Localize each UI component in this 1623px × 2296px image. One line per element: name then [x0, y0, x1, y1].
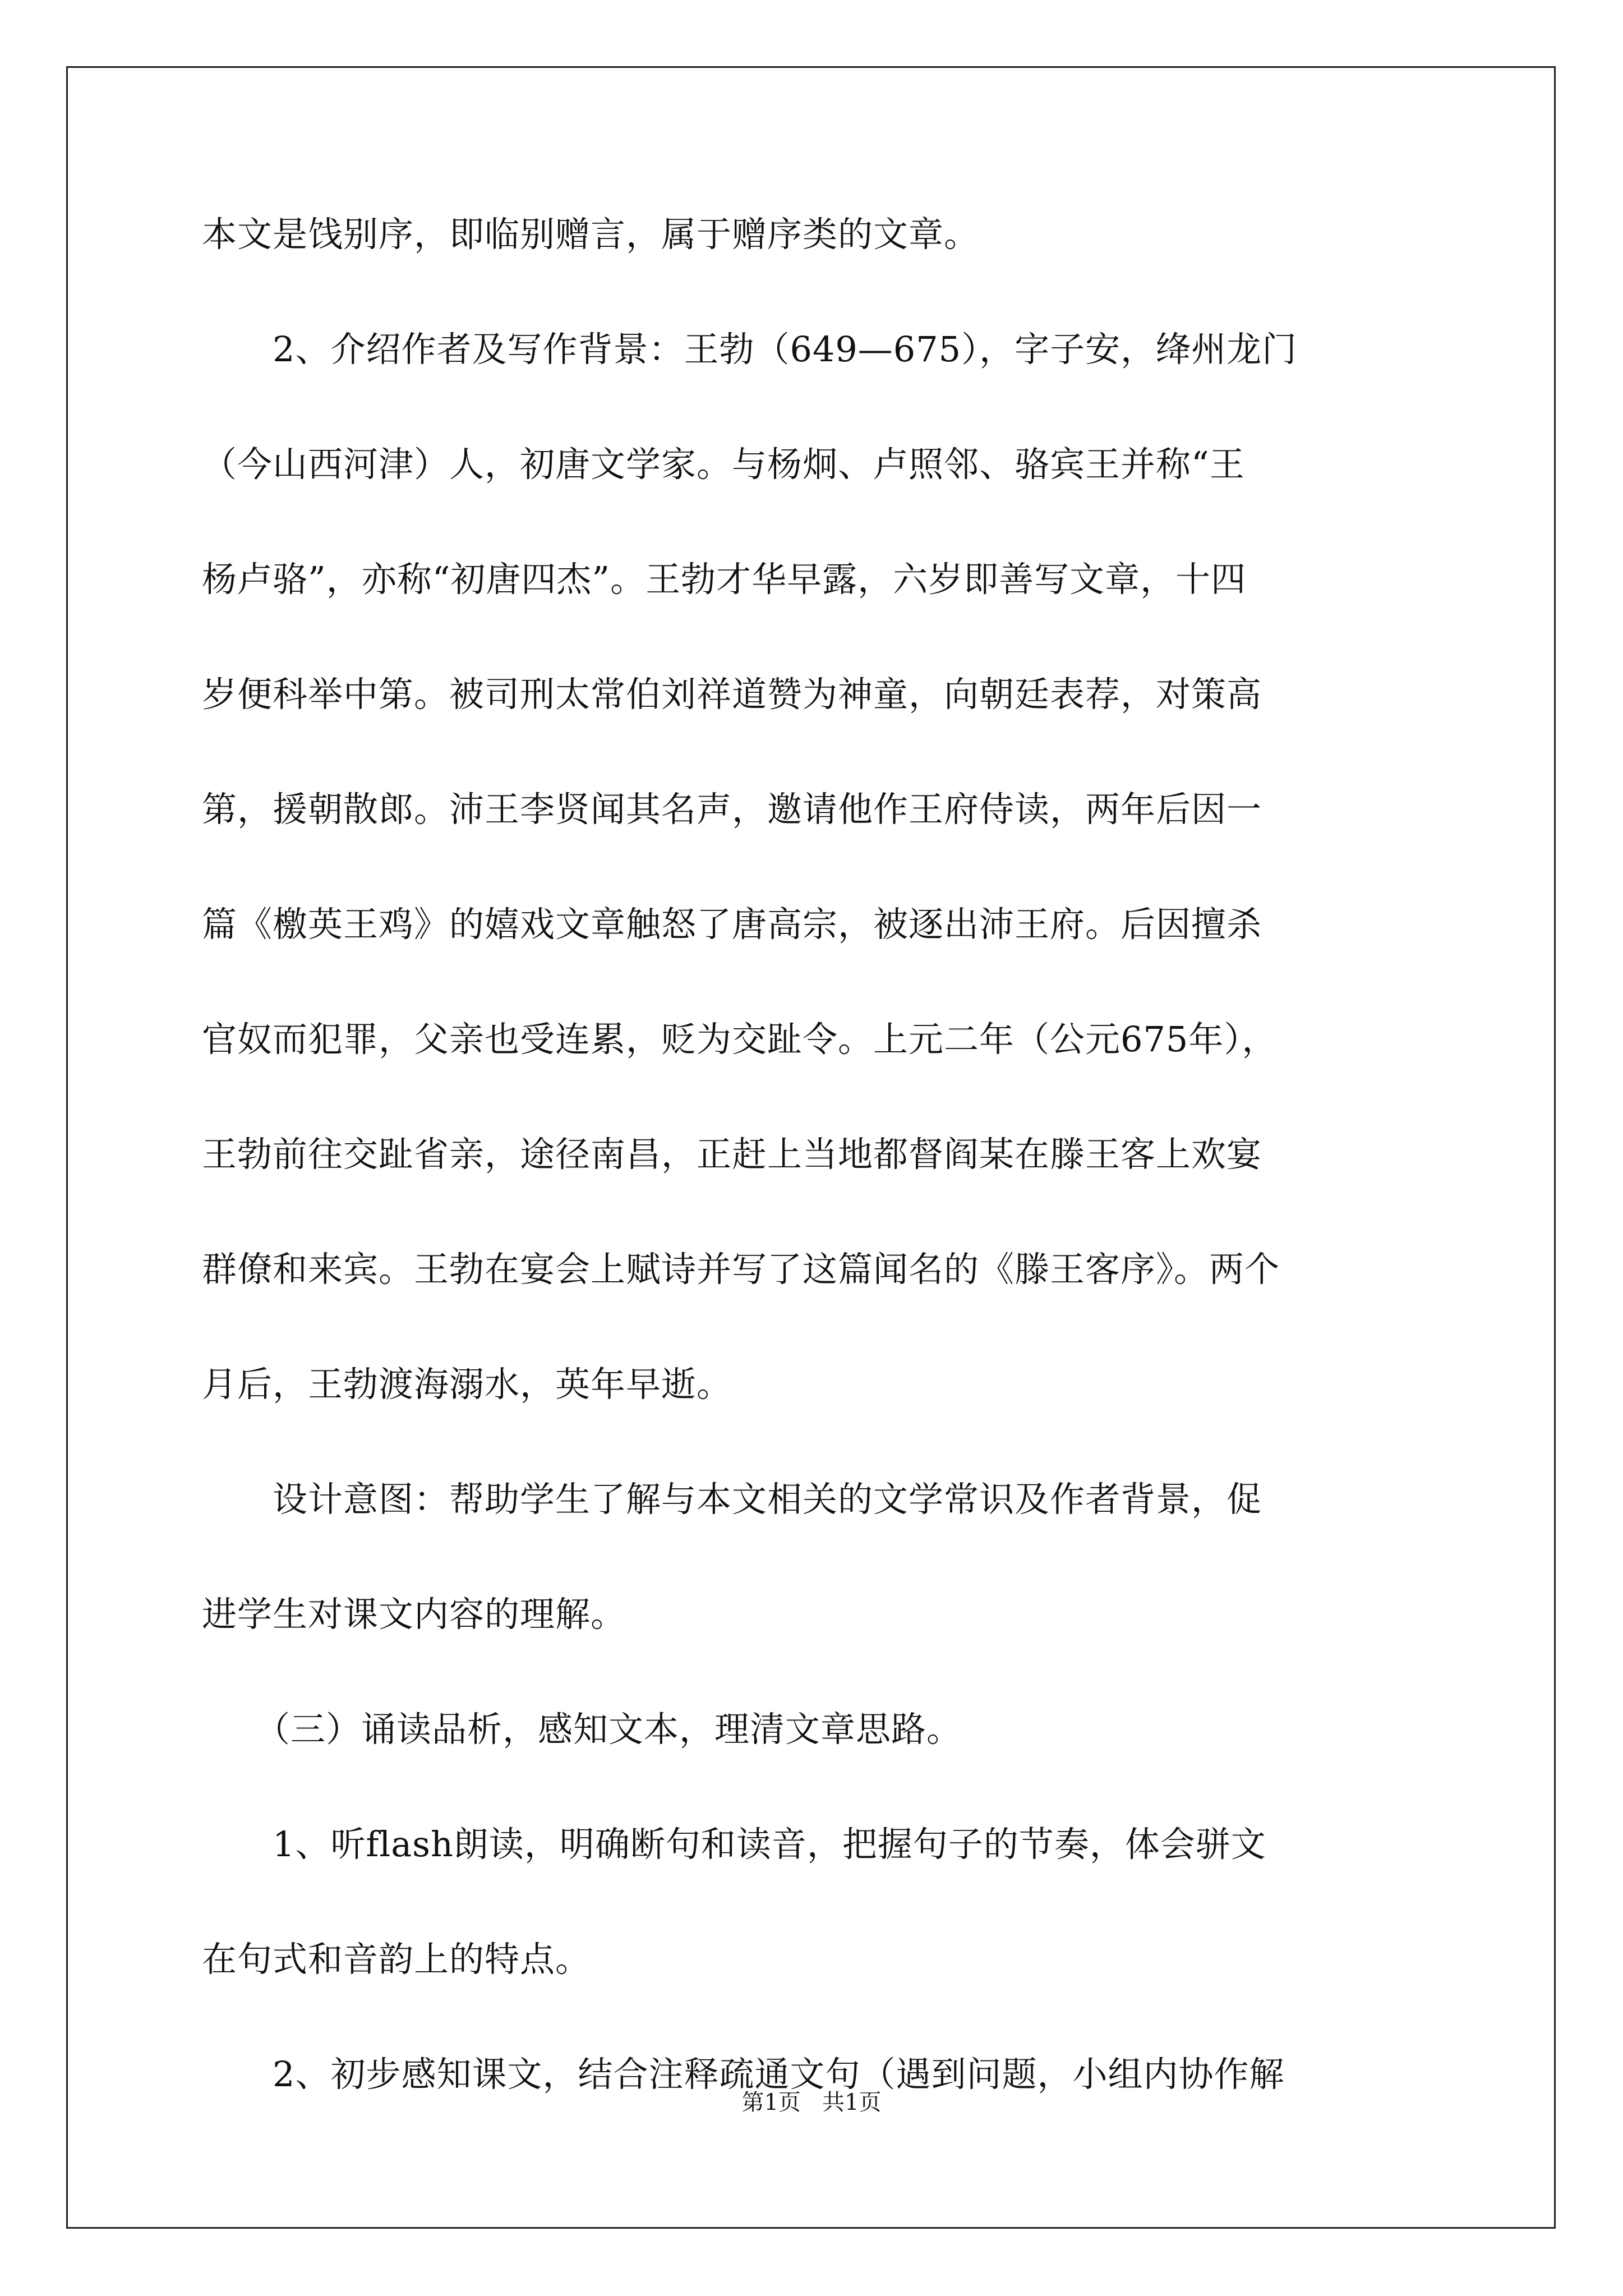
text-line: 进学生对课文内容的理解。: [202, 1594, 626, 1635]
text-line: （三）诵读品析，感知文本，理清文章思路。: [202, 1709, 962, 1750]
text-line: 1、听flash朗读，明确断句和读音，把握句子的节奏，体会骈文: [202, 1824, 1266, 1865]
text-line: 王勃前往交趾省亲，途径南昌，正赶上当地都督阎某在滕王客上欢宴: [202, 1134, 1262, 1175]
text-line: 第，援朝散郎。沛王李贤闻其名声，邀请他作王府侍读，两年后因一: [202, 789, 1262, 830]
text-line: 月后，王勃渡海溺水，英年早逝。: [202, 1364, 732, 1405]
text-line: 2、介绍作者及写作背景：王勃（649—675），字子安，绛州龙门: [202, 329, 1298, 370]
text-line: （今山西河津）人，初唐文学家。与杨炯、卢照邻、骆宾王并称“王: [202, 444, 1245, 485]
text-line: 杨卢骆”，亦称“初唐四杰”。王勃才华早露，六岁即善写文章，十四: [202, 559, 1247, 600]
text-line: 岁便科举中第。被司刑太常伯刘祥道赞为神童，向朝廷表荐，对策高: [202, 674, 1262, 715]
text-line: 设计意图：帮助学生了解与本文相关的文学常识及作者背景，促: [202, 1479, 1262, 1520]
text-line: 篇《檄英王鸡》的嬉戏文章触怒了唐高宗，被逐出沛王府。后因擅杀: [202, 904, 1262, 945]
text-line: 群僚和来宾。王勃在宴会上赋诗并写了这篇闻名的《滕王客序》。两个: [202, 1249, 1280, 1290]
page-number-footer: 第1页 共1页: [741, 2090, 882, 2115]
text-line: 官奴而犯罪，父亲也受连累，贬为交趾令。上元二年（公元675年），: [202, 1019, 1278, 1060]
text-line: 2、初步感知课文，结合注释疏通文句（遇到问题，小组内协作解: [202, 2054, 1285, 2095]
text-line: 本文是饯别序，即临别赠言，属于赠序类的文章。: [202, 214, 980, 255]
text-line: 在句式和音韵上的特点。: [202, 1939, 591, 1980]
